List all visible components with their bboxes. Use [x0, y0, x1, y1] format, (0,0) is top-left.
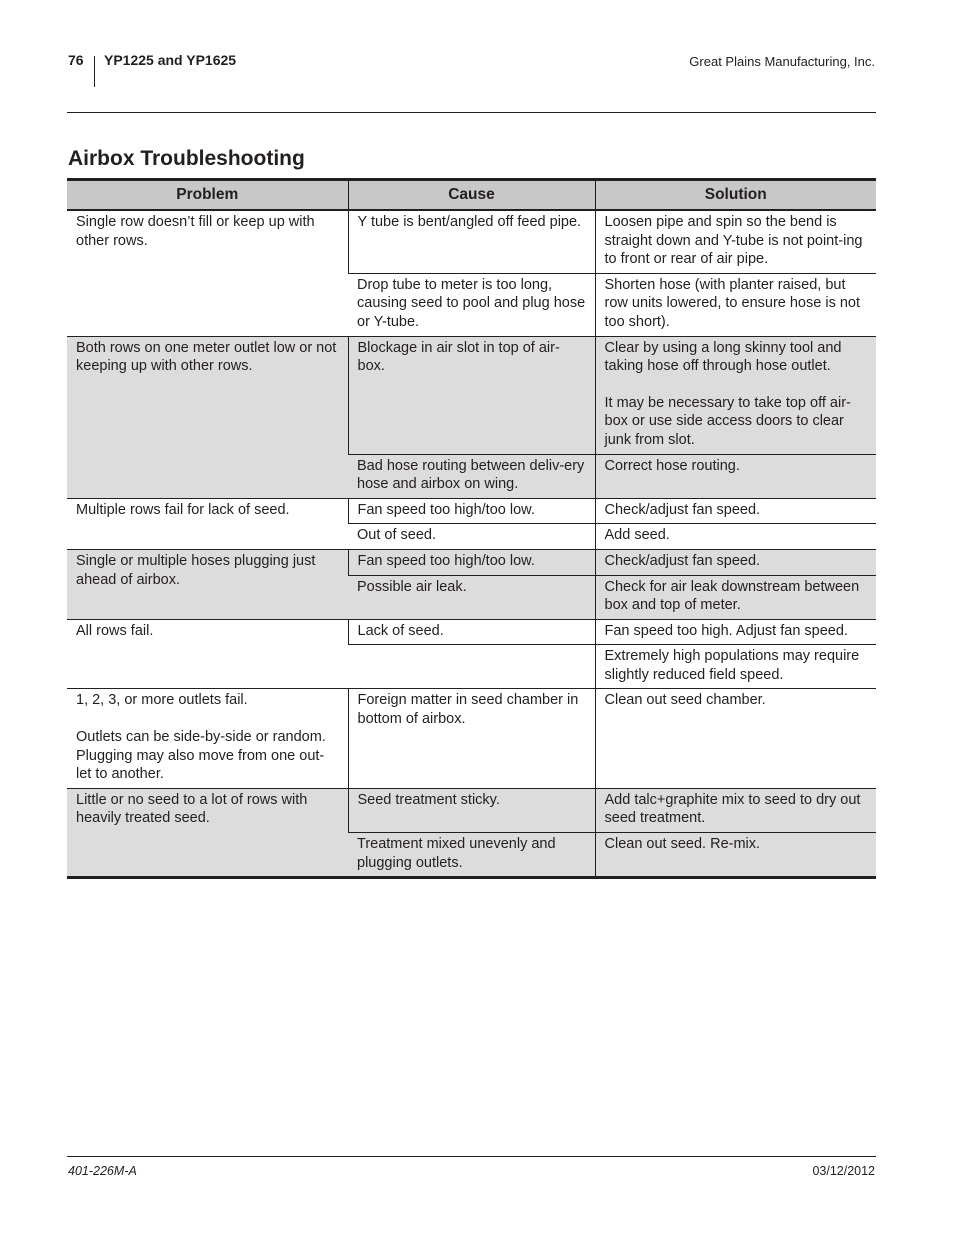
solution-cell: Check for air leak downstream between box and top of meter. [595, 575, 876, 619]
cause-cell [348, 645, 595, 689]
problem-cell: Little or no seed to a lot of rows with heavily treated seed. [67, 788, 348, 877]
problem-paragraph: Outlets can be side-by-side or random. Plugging may also move from one out-let to another. [76, 729, 326, 783]
header-divider [94, 56, 95, 87]
column-header-problem: Problem [67, 180, 348, 211]
cause-cell: Seed treatment sticky. [348, 788, 595, 832]
column-header-cause: Cause [348, 180, 595, 211]
table-row [67, 619, 876, 645]
cause-cell: Lack of seed. [348, 619, 595, 645]
cause-cell: Treatment mixed unevenly and plugging outlets. [348, 833, 595, 878]
problem-cell: All rows fail. [67, 619, 348, 689]
solution-paragraph: Clear by using a long skinny tool and taking hose off through hose outlet. [604, 339, 842, 375]
cause-cell: Fan speed too high/too low. [348, 498, 595, 524]
section-title: Airbox Troubleshooting [68, 147, 305, 170]
table-row [67, 788, 876, 832]
problem-cell: Single or multiple hoses plugging just ahead of airbox. [67, 549, 348, 619]
solution-cell [595, 336, 876, 454]
solution-cell: Add talc+graphite mix to seed to dry out seed treatment. [595, 788, 876, 832]
header-rule [67, 112, 876, 113]
problem-cell: Single row doesn’t fill or keep up with other rows. [67, 210, 348, 336]
cause-cell: Possible air leak. [348, 575, 595, 619]
troubleshooting-table [67, 178, 876, 879]
solution-cell: Clean out seed. Re-mix. [595, 833, 876, 878]
document-number: 401-226M-A [68, 1164, 137, 1178]
solution-cell: Clean out seed chamber. [595, 689, 876, 788]
document-date: 03/12/2012 [812, 1164, 875, 1178]
problem-cell: Multiple rows fail for lack of seed. [67, 498, 348, 549]
column-header-solution: Solution [595, 180, 876, 211]
company-name: Great Plains Manufacturing, Inc. [689, 54, 875, 69]
solution-cell: Add seed. [595, 524, 876, 550]
table-row [67, 549, 876, 575]
solution-paragraph: It may be necessary to take top off air-box or use side access doors to clear junk from slot. [604, 394, 851, 448]
solution-cell: Check/adjust fan speed. [595, 498, 876, 524]
table-row [67, 498, 876, 524]
cause-cell: Y tube is bent/angled off feed pipe. [348, 210, 595, 273]
model-name: YP1225 and YP1625 [104, 52, 237, 68]
cause-cell: Drop tube to meter is too long, causing seed to pool and plug hose or Y-tube. [348, 273, 595, 336]
page-number: 76 [68, 52, 84, 68]
solution-cell: Correct hose routing. [595, 454, 876, 498]
cause-cell: Bad hose routing between deliv-ery hose and airbox on wing. [348, 454, 595, 498]
solution-cell: Extremely high populations may require slightly reduced field speed. [595, 645, 876, 689]
table-row [67, 336, 876, 454]
cause-cell: Out of seed. [348, 524, 595, 550]
problem-cell: Both rows on one meter outlet low or not keeping up with other rows. [67, 336, 348, 498]
cause-cell: Fan speed too high/too low. [348, 549, 595, 575]
cause-cell: Foreign matter in seed chamber in bottom of airbox. [348, 689, 595, 788]
cause-cell: Blockage in air slot in top of air-box. [348, 336, 595, 454]
solution-cell: Loosen pipe and spin so the bend is straight down and Y-tube is not point-ing to front or rear of air pipe. [595, 210, 876, 273]
solution-cell: Fan speed too high. Adjust fan speed. [595, 619, 876, 645]
table-header-row [67, 180, 876, 211]
footer-rule [67, 1156, 876, 1157]
problem-paragraph: 1, 2, 3, or more outlets fail. [76, 692, 248, 709]
solution-cell: Check/adjust fan speed. [595, 549, 876, 575]
solution-cell: Shorten hose (with planter raised, but row units lowered, to ensure hose is not too short). [595, 273, 876, 336]
table-row [67, 210, 876, 273]
problem-cell [67, 689, 348, 788]
table-row [67, 689, 876, 788]
